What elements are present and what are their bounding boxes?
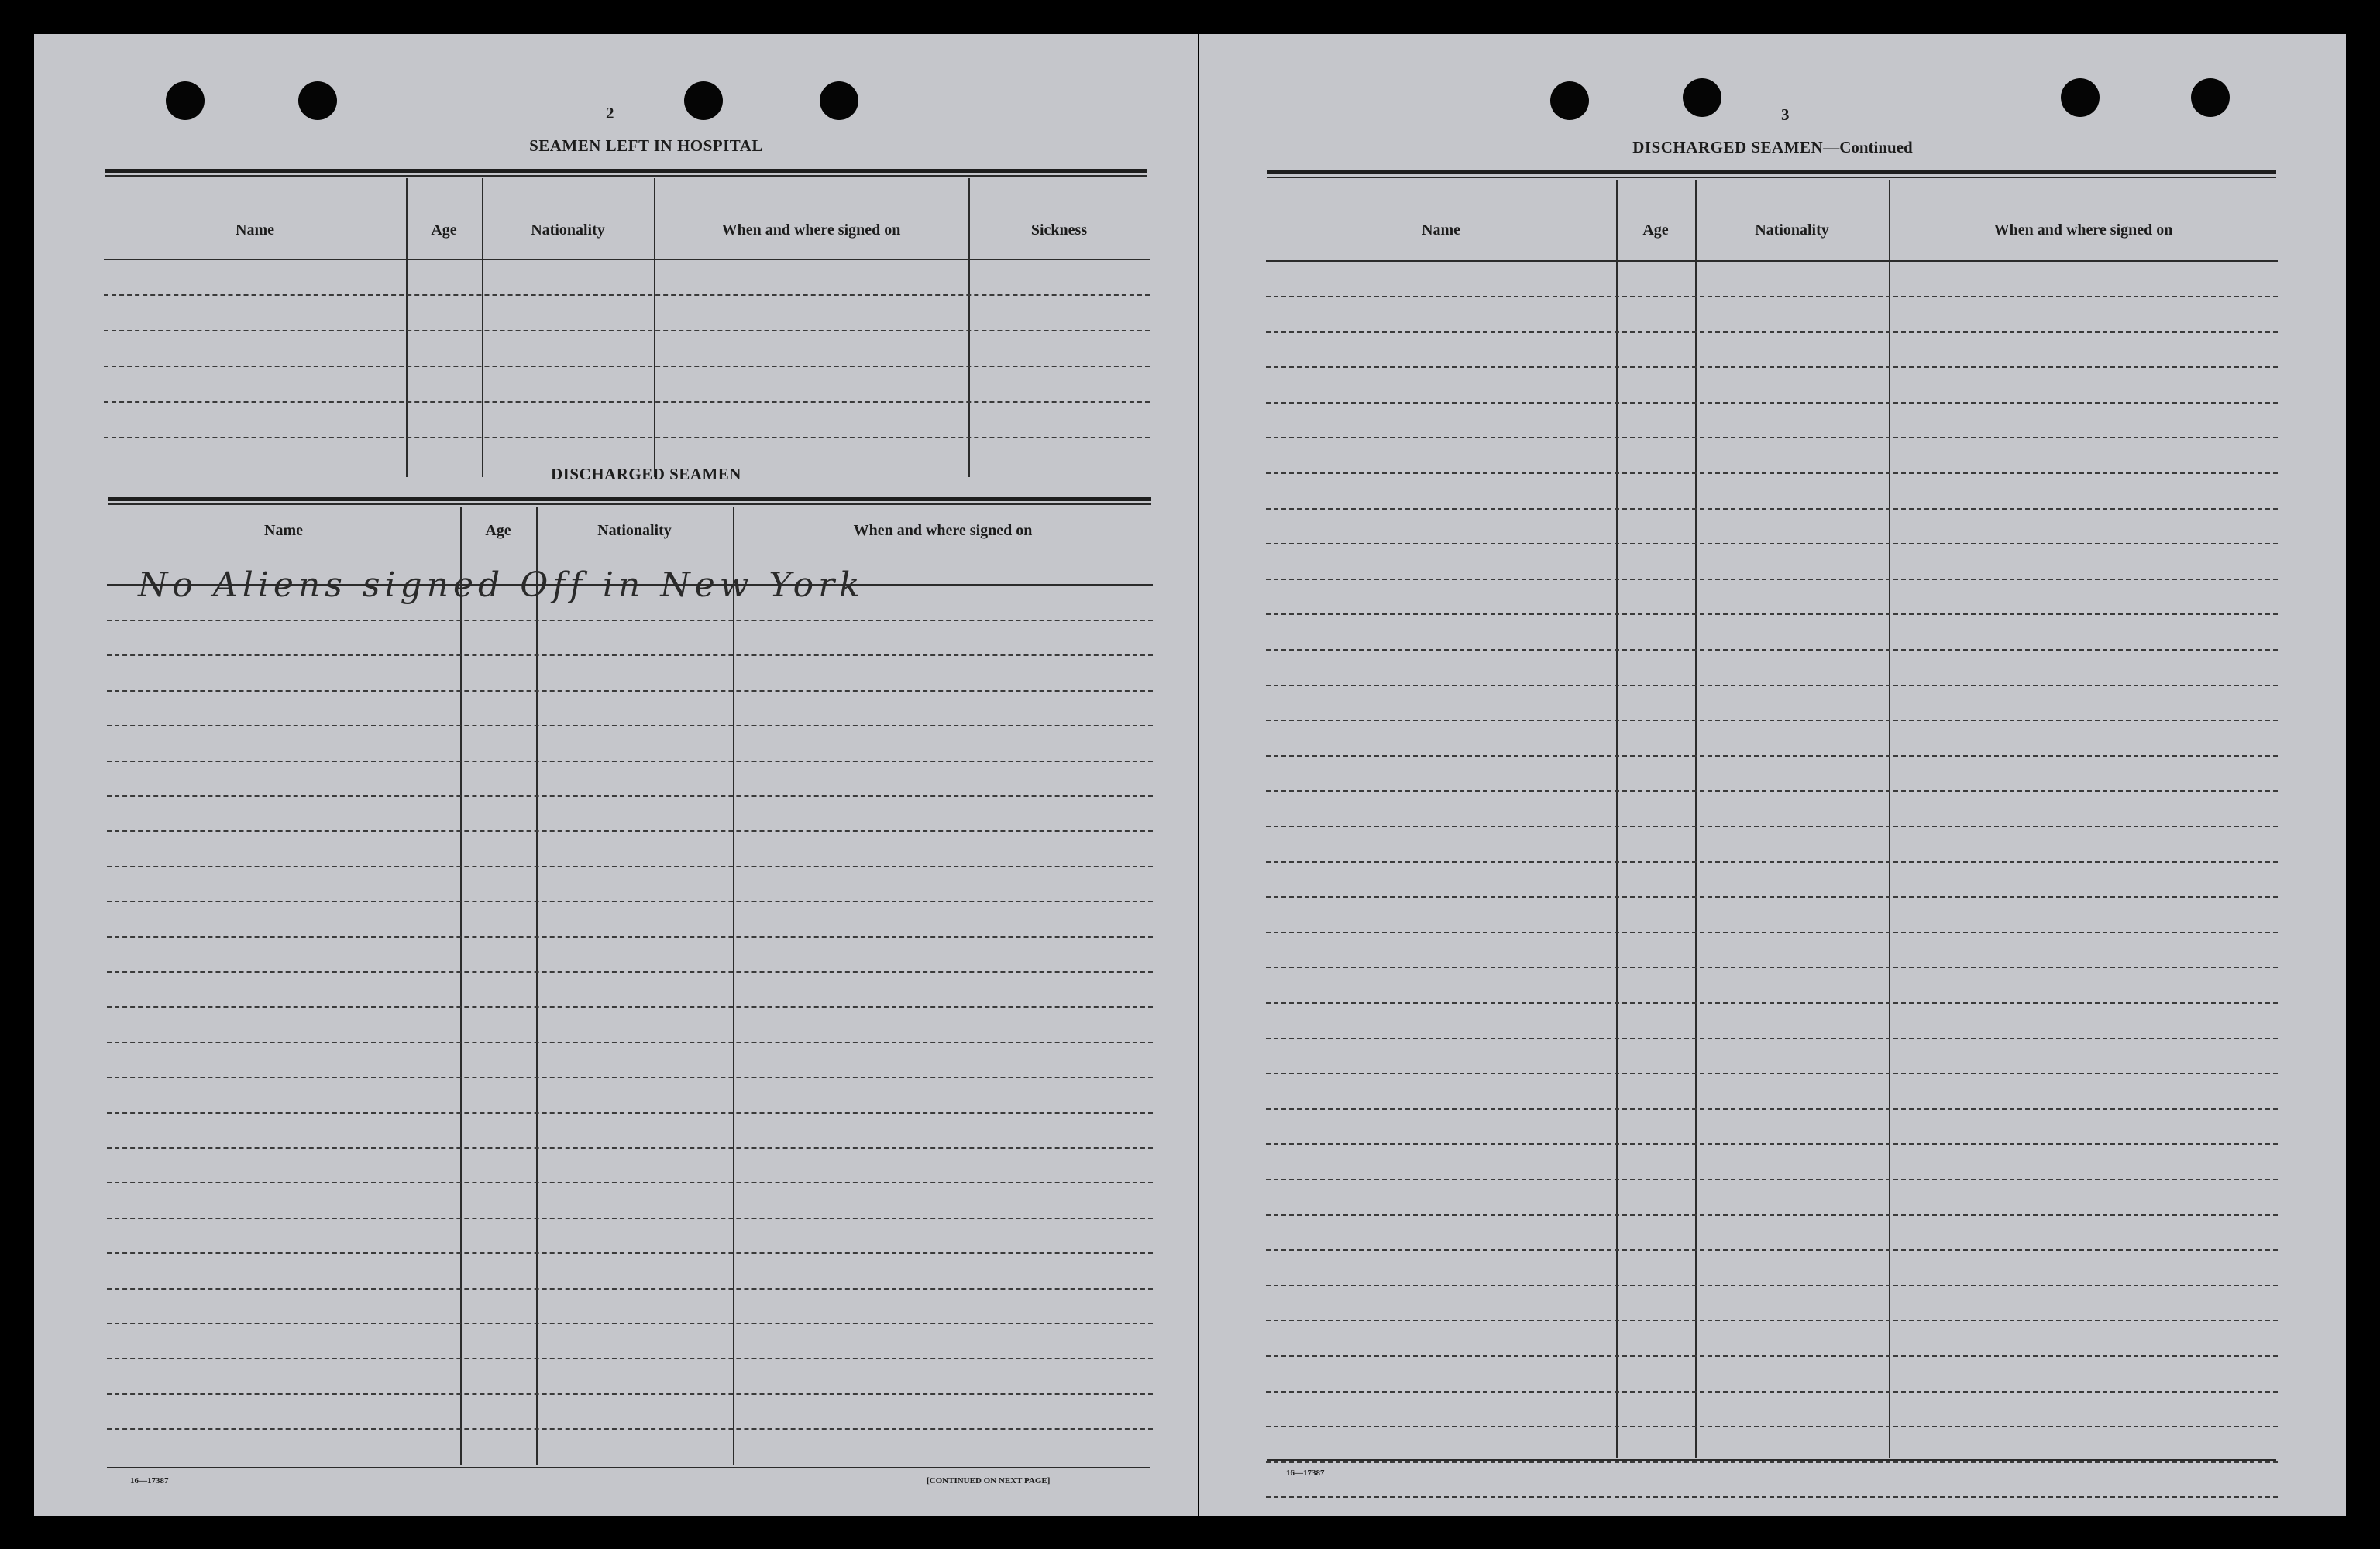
table-row-line xyxy=(1266,1249,2278,1251)
column-header-nationality: Nationality xyxy=(597,522,672,539)
right-page xyxy=(1199,34,2346,1516)
table-row-line xyxy=(1266,1038,2278,1039)
table-row-line xyxy=(1266,366,2278,368)
discharged-table xyxy=(107,507,1153,1465)
handwritten-entry: No Aliens signed Off in New York xyxy=(138,565,865,605)
column-header-when-where: When and where signed on xyxy=(853,522,1033,539)
table-row-line xyxy=(1266,1461,2278,1463)
table-row-line xyxy=(1266,755,2278,757)
table-row-line xyxy=(107,654,1153,656)
column-header-when-where: When and where signed on xyxy=(1993,222,2173,239)
table-row-line xyxy=(107,866,1153,867)
table-row-line xyxy=(104,330,1150,331)
punch-hole xyxy=(2061,78,2100,117)
column-separator xyxy=(1889,180,1890,1458)
column-separator xyxy=(968,178,970,477)
hospital-table xyxy=(104,178,1150,477)
table-row-line xyxy=(107,1393,1153,1395)
table-row-line xyxy=(107,1147,1153,1149)
table-row-line xyxy=(1266,613,2278,615)
table-row-line xyxy=(107,901,1153,902)
table-row-line xyxy=(104,401,1150,403)
title-main: DISCHARGED SEAMEN xyxy=(1632,138,1824,156)
table-row-line xyxy=(107,620,1153,621)
table-row-line xyxy=(1266,1285,2278,1286)
column-header-name: Name xyxy=(236,222,274,239)
table-row-line xyxy=(1266,296,2278,297)
table-row-line xyxy=(107,936,1153,938)
table-row-line xyxy=(107,1182,1153,1183)
table-row-line xyxy=(1266,1391,2278,1393)
column-separator xyxy=(1695,180,1697,1458)
footer-rule xyxy=(107,1467,1150,1468)
table-row-line xyxy=(1266,1143,2278,1145)
table-row-line xyxy=(1266,543,2278,544)
hospital-top-rule xyxy=(105,169,1147,173)
column-header-age: Age xyxy=(485,522,511,539)
table-row-line xyxy=(1266,790,2278,792)
column-header-nationality: Nationality xyxy=(1755,222,1829,239)
discharged-top-rule xyxy=(108,497,1151,501)
column-header-name: Name xyxy=(1422,222,1460,239)
column-separator xyxy=(733,507,734,1465)
continued-note: [CONTINUED ON NEXT PAGE] xyxy=(927,1476,1051,1485)
table-row-line xyxy=(107,1288,1153,1290)
table-row-line xyxy=(1266,685,2278,686)
table-row-line xyxy=(107,1428,1153,1430)
table-row-line xyxy=(1266,826,2278,827)
column-header-when-where: When and where signed on xyxy=(721,222,901,239)
page-number: 2 xyxy=(606,104,614,122)
column-header-name: Name xyxy=(264,522,303,539)
table-row-line xyxy=(1266,1179,2278,1180)
footer-rule xyxy=(1267,1459,2276,1461)
punch-hole xyxy=(1683,78,1721,117)
discharged-section-title: DISCHARGED SEAMEN xyxy=(551,465,741,483)
table-row-line xyxy=(1266,967,2278,968)
punch-hole xyxy=(2191,78,2230,117)
column-header-sickness: Sickness xyxy=(1030,222,1088,239)
table-row-line xyxy=(1266,1355,2278,1357)
punch-hole xyxy=(298,81,337,120)
column-separator xyxy=(460,507,462,1465)
table-row-line xyxy=(1266,508,2278,510)
table-row-line xyxy=(107,1358,1153,1359)
column-separator xyxy=(654,178,655,477)
table-row-line xyxy=(107,1218,1153,1219)
discharged-continued-title xyxy=(1556,138,1990,157)
column-separator xyxy=(1616,180,1618,1458)
header-underline xyxy=(104,259,1150,260)
continued-top-rule xyxy=(1267,170,2276,174)
table-row-line xyxy=(107,1112,1153,1114)
table-row-line xyxy=(1266,472,2278,474)
table-row-line xyxy=(104,294,1150,296)
table-row-line xyxy=(1266,1320,2278,1321)
table-row-line xyxy=(107,1006,1153,1008)
table-row-line xyxy=(1266,402,2278,404)
table-row-line xyxy=(1266,1214,2278,1216)
punch-hole xyxy=(684,81,723,120)
table-row-line xyxy=(107,690,1153,692)
table-row-line xyxy=(1266,331,2278,333)
table-row-line xyxy=(107,1323,1153,1324)
table-row-line xyxy=(1266,579,2278,580)
table-row-line xyxy=(1266,437,2278,438)
hospital-section-title: SEAMEN LEFT IN HOSPITAL xyxy=(529,136,763,155)
column-separator xyxy=(406,178,408,477)
column-header-age: Age xyxy=(431,222,457,239)
form-number: 16—17387 xyxy=(130,1476,169,1485)
table-row-line xyxy=(107,971,1153,973)
table-row-line xyxy=(107,1042,1153,1043)
column-separator xyxy=(536,507,538,1465)
left-page xyxy=(34,34,1198,1516)
table-row-line xyxy=(107,830,1153,832)
column-header-nationality: Nationality xyxy=(531,222,605,239)
form-number: 16—17387 xyxy=(1286,1468,1325,1478)
header-underline xyxy=(1266,260,2278,262)
table-row-line xyxy=(1266,1073,2278,1074)
table-row-line xyxy=(1266,861,2278,863)
table-row-line xyxy=(1266,1426,2278,1427)
table-row-line xyxy=(1266,932,2278,933)
table-row-line xyxy=(1266,720,2278,721)
table-row-line xyxy=(104,366,1150,367)
punch-hole xyxy=(166,81,205,120)
hospital-top-rule-thin xyxy=(105,175,1147,177)
column-separator xyxy=(482,178,483,477)
table-row-line xyxy=(1266,1496,2278,1498)
discharged-top-rule-thin xyxy=(108,503,1151,505)
table-row-line xyxy=(107,795,1153,797)
column-header-age: Age xyxy=(1642,222,1669,239)
table-row-line xyxy=(1266,649,2278,651)
table-row-line xyxy=(1266,1108,2278,1110)
table-row-line xyxy=(107,1077,1153,1078)
punch-hole xyxy=(820,81,858,120)
title-suffix: —Continued xyxy=(1823,138,1913,156)
table-row-line xyxy=(104,437,1150,438)
page-number: 3 xyxy=(1781,105,1790,124)
discharged-continued-table xyxy=(1266,180,2278,1458)
table-row-line xyxy=(107,725,1153,726)
table-row-line xyxy=(107,761,1153,762)
table-row-line xyxy=(107,1252,1153,1254)
continued-top-rule-thin xyxy=(1267,177,2276,178)
table-row-line xyxy=(1266,896,2278,898)
table-row-line xyxy=(1266,1002,2278,1004)
punch-hole xyxy=(1550,81,1589,120)
